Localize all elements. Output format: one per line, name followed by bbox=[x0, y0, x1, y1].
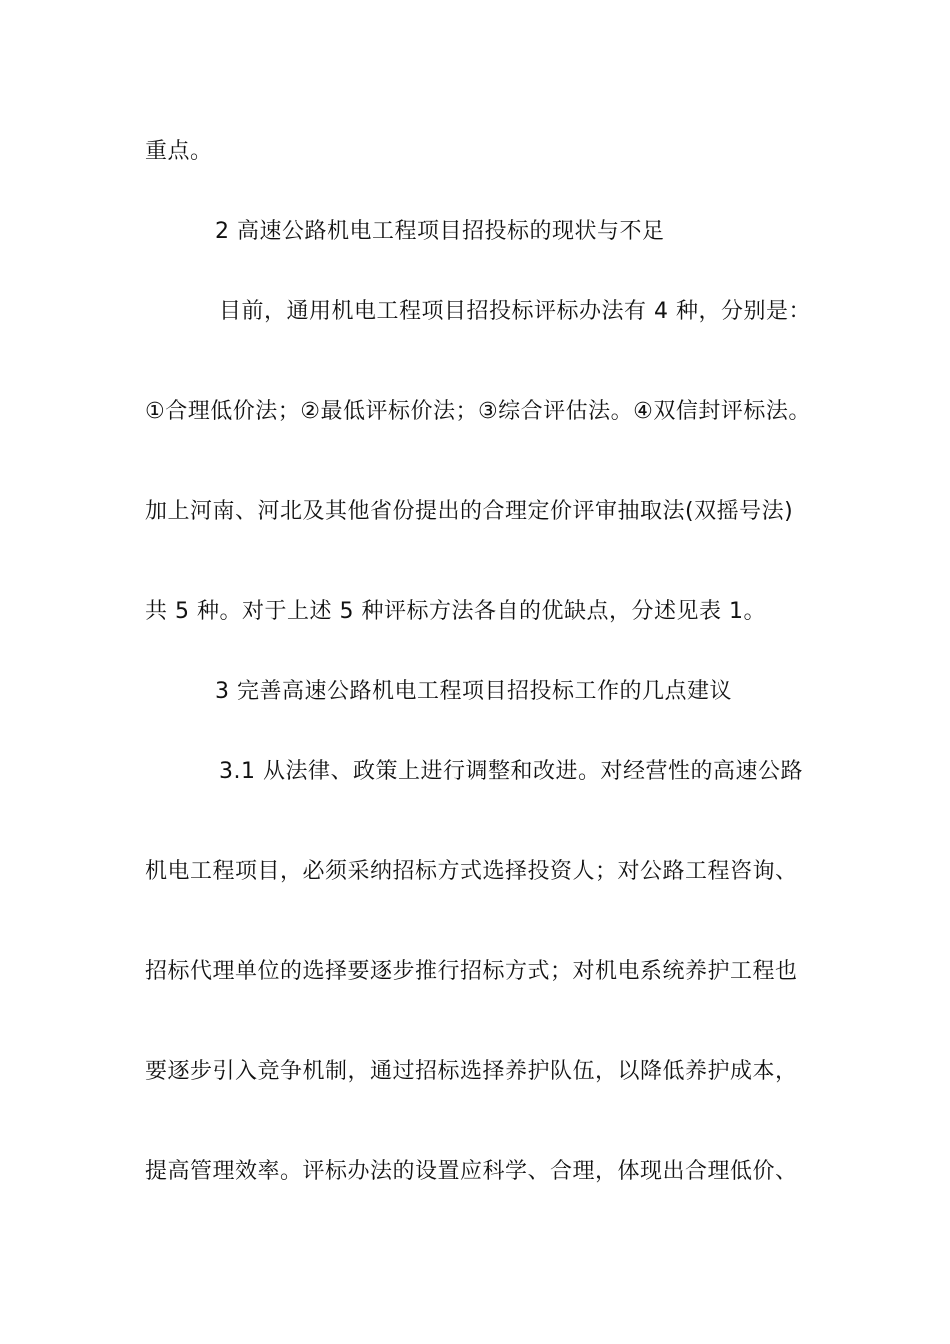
paragraph-line: 加上河南、河北及其他省份提出的合理定价评审抽取法(双摇号法) bbox=[145, 499, 794, 524]
paragraph-line: 共 5 种。对于上述 5 种评标方法各自的优缺点，分述见表 1。 bbox=[145, 599, 766, 624]
paragraph-line: 提高管理效率。评标办法的设置应科学、合理，体现出合理低价、 bbox=[145, 1159, 798, 1184]
paragraph-line: 要逐步引入竞争机制，通过招标选择养护队伍，以降低养护成本， bbox=[145, 1059, 798, 1084]
paragraph-line: 招标代理单位的选择要逐步推行招标方式；对机电系统养护工程也 bbox=[145, 959, 798, 984]
text-line: 重点。 bbox=[145, 139, 213, 164]
section-heading: 2 高速公路机电工程项目招投标的现状与不足 bbox=[215, 219, 665, 244]
paragraph-line: 3.1 从法律、政策上进行调整和改进。对经营性的高速公路 bbox=[219, 759, 803, 784]
section-heading: 3 完善高速公路机电工程项目招投标工作的几点建议 bbox=[215, 679, 732, 704]
paragraph-line: ①合理低价法；②最低评标价法；③综合评估法。④双信封评标法。 bbox=[145, 399, 811, 424]
paragraph-line: 机电工程项目，必须采纳招标方式选择投资人；对公路工程咨询、 bbox=[145, 859, 798, 884]
paragraph-line: 目前，通用机电工程项目招投标评标办法有 4 种，分别是： bbox=[219, 299, 811, 324]
